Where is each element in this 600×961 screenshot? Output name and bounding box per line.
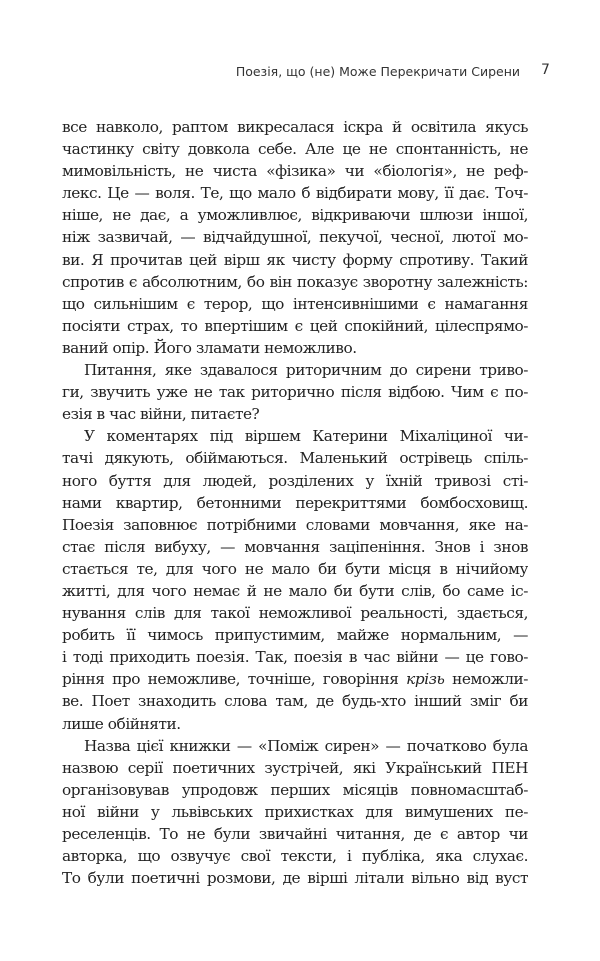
text-line: лекс. Це — воля. Те, що мало б відбирати мову, її дає. Точ- — [62, 184, 528, 203]
text-line: ного буття для людей, розділених у їхній тривозі сті- — [62, 471, 528, 490]
text-line: Питання, яке здавалося риторичним до сирени триво- — [84, 361, 528, 380]
text-line: ної війни у львівських прихистках для вимушених пе- — [62, 802, 528, 821]
text-line: авторка, що озвучує свої тексти, і публіка, яка слухає. — [62, 847, 528, 866]
text-line: ви. Я прочитав цей вірш як чисту форму спротиву. Такий — [62, 250, 528, 269]
text-line: ве. Поет знаходить слова там, де будь-хто інший зміг би — [62, 692, 528, 711]
text-line: ги, звучить уже не так риторично після відбою. Чим є по- — [62, 383, 528, 402]
text-line: посіяти страх, то впертішим є цей спокійний, цілеспрямо- — [62, 316, 528, 335]
text-line: ваний опір. Його зламати неможливо. — [62, 338, 357, 357]
text-segment: неможли- — [444, 670, 528, 689]
text-line: назвою серії поетичних зустрічей, які Український ПЕН — [62, 758, 528, 777]
text-line: Назва цієї книжки — «Поміж сирен» — початково була — [84, 736, 528, 755]
text-line: і тоді приходить поезія. Так, поезія в час війни — це гово- — [62, 648, 528, 667]
text-line: частинку світу довкола себе. Але це не спонтанність, не — [62, 140, 528, 159]
text-line: стає після вибуху, — мовчання заціпеніння. Знов і знов — [62, 537, 528, 556]
text-line: стається те, для чого не мало би бути місця в нічийому — [62, 559, 528, 578]
text-line: реселенців. То не були звичайні читання, де є автор чи — [62, 825, 528, 843]
text-segment: ріння про неможливе, точніше, говоріння — [62, 670, 407, 689]
text-line: То були поетичні розмови, де вірші літали вільно від вуст — [62, 869, 528, 888]
text-line: організовував упродовж перших місяців повномасштаб- — [62, 780, 528, 799]
text-line: езія в час війни, питаєте? — [62, 405, 260, 424]
text-line: тачі дякують, обіймаються. Маленький острівець спіль- — [62, 449, 528, 468]
body-text — [62, 116, 528, 889]
text-line: що сильнішим є терор, що інтенсивнішими є намагання — [62, 294, 528, 313]
text-line: нами квартир, бетонними перекриттями бомбосховищ. — [62, 493, 528, 512]
text-line: нування слів для такої неможливої реальності, здається, — [62, 604, 528, 623]
text-line: лише обійняти. — [62, 714, 181, 733]
text-line: У коментарях під віршем Катерини Міхаліциної чи- — [84, 427, 528, 446]
running-header — [0, 62, 600, 82]
text-line: мимовільність, не чиста «фізика» чи «біологія», не реф- — [62, 162, 528, 181]
text-line: житті, для чого немає й не мало би бути слів, бо саме іс- — [62, 581, 528, 600]
text-line: робить її чимось припустимим, майже нормальним, — — [62, 626, 528, 645]
running-title: Поезія, що (не) Може Перекричати Сирени — [235, 64, 520, 79]
text-line: Поезія заповнює потрібними словами мовчання, яке на- — [62, 515, 528, 534]
page-number: 7 — [541, 62, 550, 78]
text-line — [62, 668, 528, 690]
italic-word: крізь — [406, 670, 445, 689]
text-line: спротив є абсолютним, бо він показує зворотну залежність: — [62, 272, 528, 291]
text-line: все навколо, раптом викресалася іскра й освітила якусь — [62, 118, 528, 136]
text-line: ніше, не дає, а уможливлює, відкриваючи шлюзи іншої, — [62, 206, 528, 225]
text-line: ніж зазвичай, — відчайдушної, пекучої, чесної, лютої мо- — [62, 228, 528, 247]
